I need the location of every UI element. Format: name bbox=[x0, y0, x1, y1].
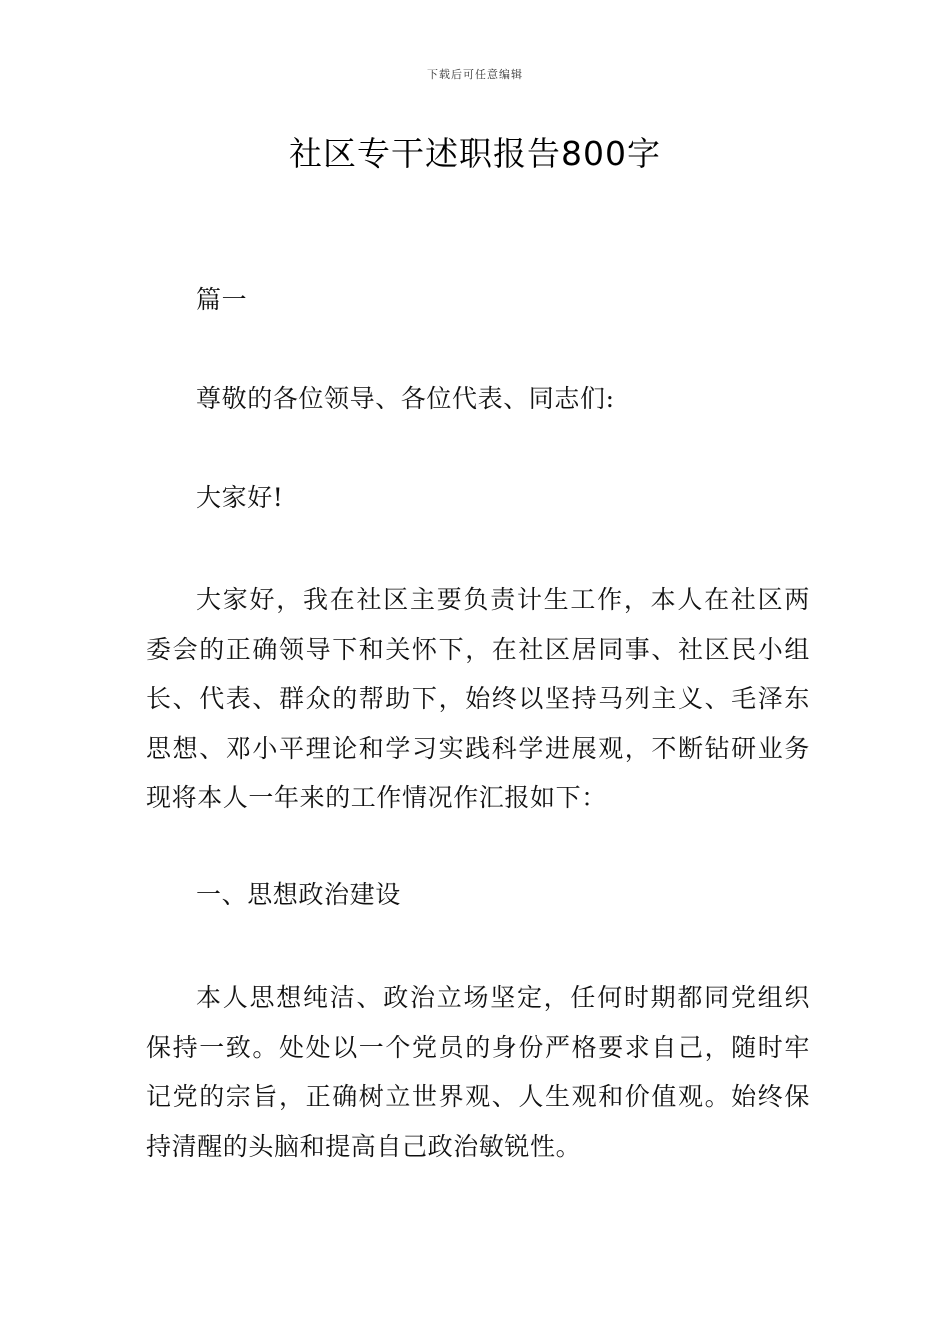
header-note: 下载后可任意编辑 bbox=[427, 68, 523, 81]
page-title: 社区专干述职报告800字 bbox=[289, 134, 661, 173]
paragraph-heading-political: 一、思想政治建设 bbox=[196, 880, 401, 909]
paragraph-section-label: 篇一 bbox=[196, 285, 248, 314]
paragraph-greeting: 大家好! bbox=[196, 483, 284, 512]
paragraph-body-political: 本人思想纯洁、政治立场坚定，任何时期都同党组织保持一致。处处以一个党员的身份严格要求自己，随时牢记党的宗旨，正确树立世界观、人生观和价值观。始终保持清醒的头脑和提高自己政治敏锐性。 bbox=[146, 983, 810, 1161]
paragraph-salutation: 尊敬的各位领导、各位代表、同志们: bbox=[196, 384, 615, 413]
paragraph-introduction: 大家好，我在社区主要负责计生工作，本人在社区两委会的正确领导下和关怀下，在社区居同事、社区民小组长、代表、群众的帮助下，始终以坚持马列主义、毛泽东思想、邓小平理论和学习实践科学进展观，不断钻研业务现将本人一年来的工作情况作汇报如下： bbox=[146, 585, 810, 812]
